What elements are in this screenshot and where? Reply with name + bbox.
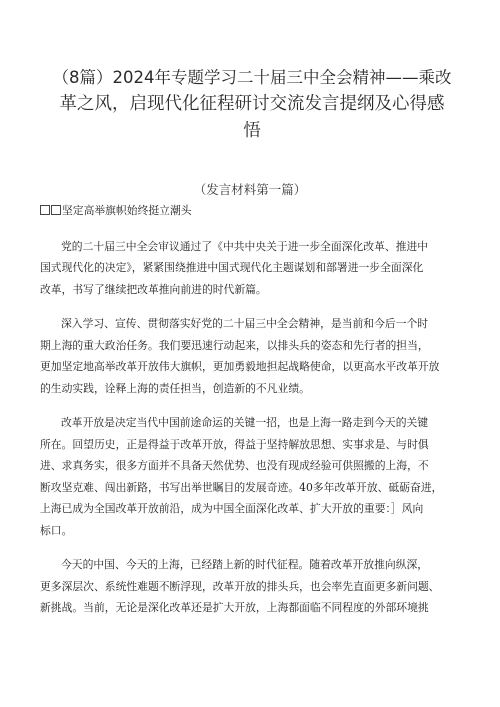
paragraph-line: 改革开放是决定当代中国前途命运的关键一招，也是上海一路走到今天的关键 (61, 416, 429, 429)
paragraph-line: 上海已成为全国改革开放前沿，成为中国全面深化改革、扩大开放的重要：］风向 (40, 502, 424, 515)
document-title (52, 64, 452, 145)
section-heading-text: 坚定高举旗帜始终挺立潮头 (62, 204, 192, 217)
paragraph-line: 断攻坚克难、闯出新路，书写出举世瞩目的发展奇迹。40多年改革开放、砥砺奋进， (40, 480, 443, 494)
paragraph-3 (40, 412, 470, 541)
paragraph-4 (40, 554, 470, 619)
paragraph-line: 新挑战。当前，无论是深化改革还是扩大开放，上海都面临不同程度的外部环境挑 (40, 601, 429, 614)
paragraph-line: 进、求真务实，很多方面并不具备天然优势、也没有现成经验可供照搬的上海，不 (40, 459, 429, 472)
missing-glyph-icon (40, 205, 50, 215)
paragraph-line: 期上海的重大政治任务。我们要迅速行动起来，以排头兵的姿态和先行者的担当， (40, 338, 429, 352)
paragraph-line: 更多深层次、系统性难题不断浮现，改革开放的排头兵，也会率先直面更多新问题、 (40, 579, 440, 593)
paragraph-line: 国式现代化的决定》，紧紧围绕推进中国式现代化主题谋划和部署进一步全面深化 (40, 261, 424, 274)
section-label: （发言材料第一篇） (193, 182, 307, 197)
missing-glyph-icon (51, 205, 61, 215)
paragraph-line: 更加坚定地高举改革开放伟大旗帜，更加勇毅地担起战略使命，以更高水平改革开放 (40, 360, 440, 373)
paragraph-line: 的生动实践，诠释上海的责任担当，创造新的不凡业绩。 (40, 381, 310, 395)
paragraph-line: 所在。回望历史，正是得益于改革开放，得益于坚持解放思想、实事求是、与时俱 (40, 437, 429, 451)
paragraph-line: 深入学习、宣传、贯彻落实好党的二十届三中全会精神，是当前和今后一个时 (61, 317, 429, 330)
paragraph-line: 改革，书写了继续把改革推向前进的时代新篇。 (40, 282, 267, 296)
section-heading (40, 200, 470, 222)
title-line-1: （8篇）2024年专题学习二十届三中全会精神——乘改 (52, 68, 452, 87)
paragraph-1 (40, 236, 470, 301)
paragraph-2 (40, 313, 470, 399)
title-line-2: 革之风，启现代化征程研讨交流发言提纲及心得感 (59, 94, 445, 114)
paragraph-line: 今天的中国、今天的上海，已经踏上新的时代征程。随着改革开放推向纵深， (61, 558, 429, 571)
title-line-3: 悟 (243, 121, 261, 141)
document-body (40, 200, 470, 632)
paragraph-line: 党的二十届三中全会审议通过了《中共中央关于进一步全面深化改革、推进中 (61, 239, 429, 253)
paragraph-line: 标口。 (40, 523, 73, 537)
